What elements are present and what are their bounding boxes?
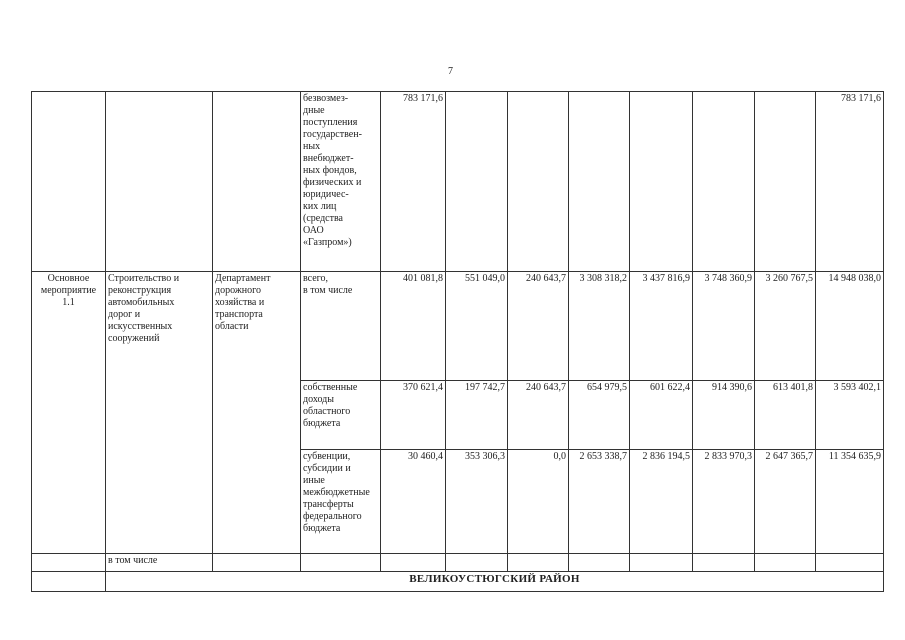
- value-cell: [569, 92, 630, 272]
- value-cell: 551 049,0: [446, 272, 508, 381]
- source-cell: собственные доходы областного бюджета: [301, 381, 381, 450]
- value-cell: 401 081,8: [381, 272, 446, 381]
- cell-empty: [816, 554, 884, 572]
- source-cell: субвенции, субсидии и иные межбюджетные трансферты федерального бюджета: [301, 450, 381, 554]
- value-cell: 2 653 338,7: [569, 450, 630, 554]
- value-cell: 14 948 038,0: [816, 272, 884, 381]
- value-cell: 11 354 635,9: [816, 450, 884, 554]
- cell-empty: [32, 554, 106, 572]
- value-cell: 3 748 360,9: [693, 272, 755, 381]
- value-cell: 240 643,7: [508, 272, 569, 381]
- value-cell: 353 306,3: [446, 450, 508, 554]
- page-number: 7: [448, 66, 453, 77]
- executor-cell-empty: [213, 92, 301, 272]
- measure-code-cell: Основное мероприятие 1.1: [32, 272, 106, 554]
- value-cell: [508, 92, 569, 272]
- cell-empty: [381, 554, 446, 572]
- value-cell: 2 647 365,7: [755, 450, 816, 554]
- program-table: [31, 91, 884, 592]
- cell-empty: [32, 572, 106, 592]
- value-cell: 783 171,6: [816, 92, 884, 272]
- name-cell-empty: [106, 92, 213, 272]
- table-row-free-receipts: [32, 92, 884, 272]
- value-cell: [446, 92, 508, 272]
- value-cell: 2 833 970,3: [693, 450, 755, 554]
- cell-empty: [630, 554, 693, 572]
- cell-empty: [755, 554, 816, 572]
- table-row-total: [32, 272, 884, 381]
- value-cell: 370 621,4: [381, 381, 446, 450]
- value-cell: 3 260 767,5: [755, 272, 816, 381]
- value-cell: 914 390,6: [693, 381, 755, 450]
- value-cell: 0,0: [508, 450, 569, 554]
- cell-empty: [508, 554, 569, 572]
- value-cell: 197 742,7: [446, 381, 508, 450]
- value-cell: 3 593 402,1: [816, 381, 884, 450]
- cell-empty: [213, 554, 301, 572]
- cell-empty: [446, 554, 508, 572]
- value-cell: 783 171,6: [381, 92, 446, 272]
- measure-name-cell: Строительство и реконструкция автомобильных дорог и искусственных сооружений: [106, 272, 213, 554]
- value-cell: [693, 92, 755, 272]
- value-cell: 601 622,4: [630, 381, 693, 450]
- cell-empty: [301, 554, 381, 572]
- value-cell: 2 836 194,5: [630, 450, 693, 554]
- region-title: ВЕЛИКОУСТЮГСКИЙ РАЙОН: [106, 572, 884, 592]
- value-cell: 3 308 318,2: [569, 272, 630, 381]
- executor-cell: Департамент дорожного хозяйства и транспорта области: [213, 272, 301, 554]
- value-cell: 654 979,5: [569, 381, 630, 450]
- table-row-region: [32, 572, 884, 592]
- cell-empty: [569, 554, 630, 572]
- source-cell: безвозмез- дные поступления государствен- ных внебюджет- ных фондов, физических и юридичес- ких лиц (средства ОАО «Газпром»): [301, 92, 381, 272]
- cell-empty: [693, 554, 755, 572]
- value-cell: 613 401,8: [755, 381, 816, 450]
- value-cell: [630, 92, 693, 272]
- value-cell: 3 437 816,9: [630, 272, 693, 381]
- in-that-number-cell: в том числе: [106, 554, 213, 572]
- source-cell: всего, в том числе: [301, 272, 381, 381]
- value-cell: 240 643,7: [508, 381, 569, 450]
- value-cell: [755, 92, 816, 272]
- value-cell: 30 460,4: [381, 450, 446, 554]
- code-cell-empty: [32, 92, 106, 272]
- table-row-in-that-number: [32, 554, 884, 572]
